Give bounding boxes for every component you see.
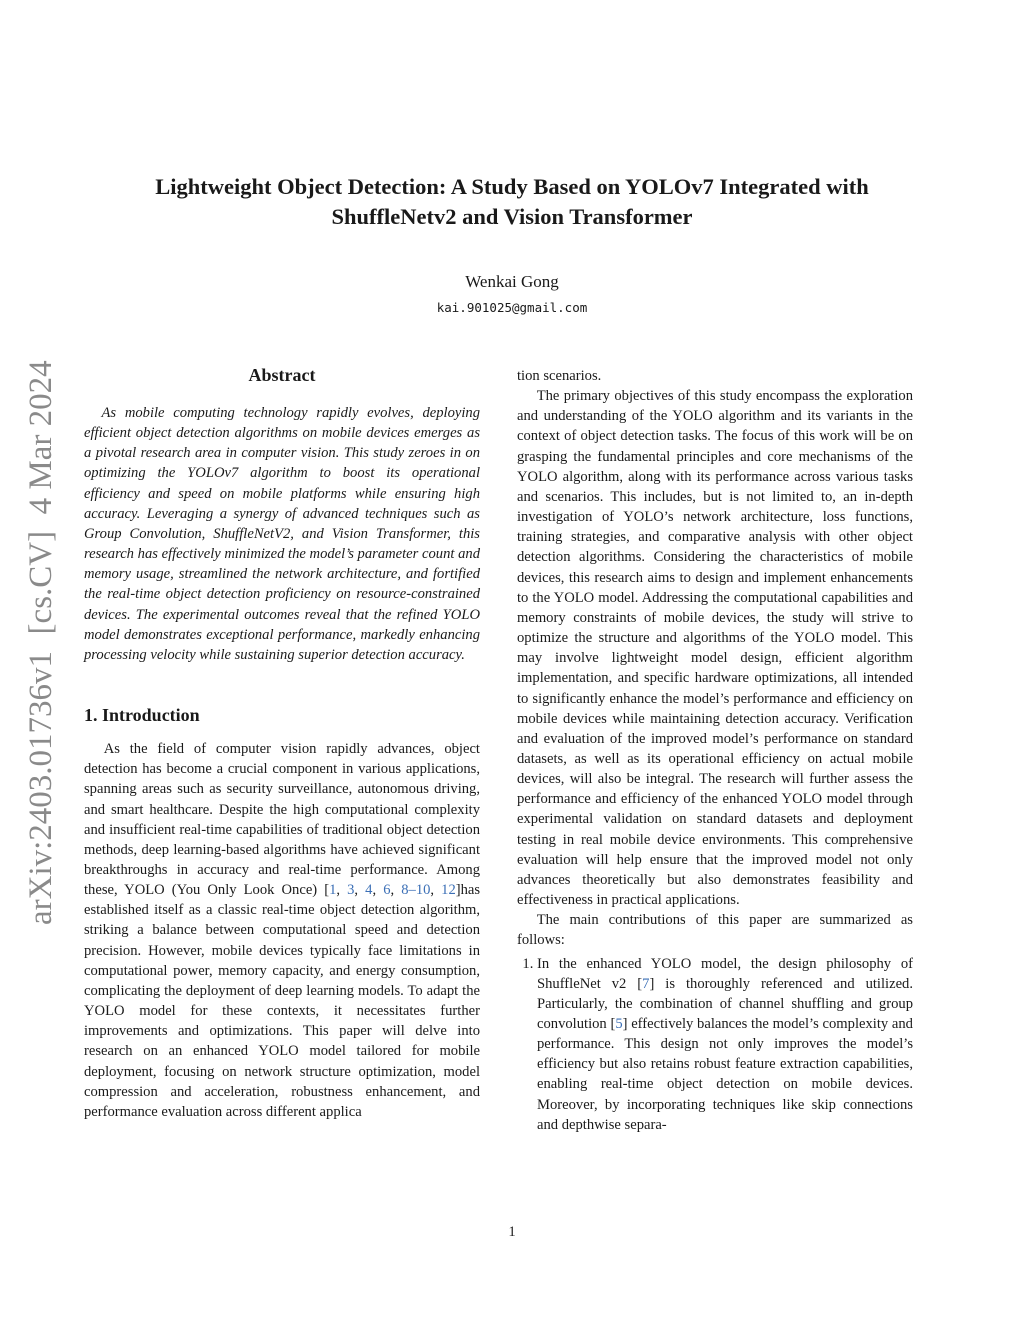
page-number: 1 [508,1224,516,1240]
contribution-item [537,954,913,1135]
introduction-heading: 1. Introduction [84,705,200,726]
intro-paragraph-3: The main contributions of this paper are summarized as follows: [517,912,913,949]
abstract-heading: Abstract [248,365,316,385]
intro-text-after-refs: ]has established itself as a classic real-time object detection algorithm, striking a balance between computational speed and detection precision. However, mobile devices typically face limitations in computational power, memory capacity, and energy consumption, complicating the deployment of deep learning models. To adapt the YOLO model for these contexts, it necessitates further improvements and optimizations. This paper will delve into research on an enhanced YOLO model tailored for mobile deployment, focusing on network structure optimization, model compression and acceleration, robustness enhancement, and performance evaluation across different applica [84,882,481,1120]
citation-link[interactable]: 4 [365,882,373,899]
author-email[interactable]: kai.901025@gmail.com [436,300,588,315]
citation-link[interactable]: 3 [347,882,355,899]
citation-link[interactable]: 5 [615,1016,623,1032]
title-line-1: Lightweight Object Detection: A Study Based on YOLOv7 Integrated with [155,174,869,199]
contributions-list [517,954,913,1135]
contribution-text: In the enhanced YOLO model, the design philosophy of ShuffleNet v2 [ [537,955,913,992]
intro-paragraph-1: As the field of computer vision rapidly advances, object detection has become a crucial component in various applications, spanning areas such as security surveillance, autonomous driving, and smart healthcare. Despite the high computational complexity and insufficient real-time capabilities of traditional object detection methods, deep learning-based algorithms have achieved significant breakthroughs in accuracy and real-time performance. Among these, YOLO (You Only Look Once) [1, 3, 4, 6, 8–10, 12]has established itself as a classic real-time object detection algorithm, striking a balance between computational speed and detection precision. However, mobile devices typically face limitations in computational power, memory capacity, and energy consumption, complicating the deployment of deep learning models. To adapt the YOLO model for these contexts, it necessitates further improvements and optimizations. This paper will delve into research on an enhanced YOLO model tailored for mobile deployment, focusing on network structure optimization, model compression and acceleration, robustness enhancement, and performance evaluation across different applica [84,741,481,1120]
title-line-2: ShuffleNetv2 and Vision Transformer [331,204,693,229]
arxiv-stamp: arXiv:2403.01736v1 [cs.CV] 4 Mar 2024 [23,360,59,925]
abstract-text: As mobile computing technology rapidly evolves, deploying efficient object detection algorithms on mobile devices emerges as a pivotal research area in computer vision. This study zeroes in on optimizing the YOLOv7 algorithm to boost its operational efficiency and speed on mobile platforms while ensuring high accuracy. Leveraging a synergy of advanced techniques such as Group Convolution, ShuffleNetV2, and Vision Transformer, this research has effectively minimized the model’s parameter count and memory usage, streamlined the network architecture, and fortified the real-time object detection proficiency on resource-constrained devices. The experimental outcomes reveal that the refined YOLO model demonstrates exceptional performance, markedly enhancing processing velocity while sustaining superior detection accuracy. [84,405,480,663]
intro-paragraph-1-continued: tion scenarios. [517,368,602,384]
right-column [517,366,913,1135]
intro-paragraph-2: The primary objectives of this study encompass the exploration and understanding of the YOLO algorithm and its variants in the context of object detection tasks. The focus of this work will be on grasping the fundamental principles and core mechanisms of the YOLO algorithm, along with its performance across various tasks and scenarios. This includes, but is not limited to, an in-depth investigation of YOLO’s network architecture, loss functions, training strategies, and comparative analysis with other object detection algorithms. Considering the characteristics of mobile devices, this research aims to design and implement enhancements to the YOLO model. Addressing the computational capabilities and memory constraints of mobile devices, the study will strive to optimize the structure and algorithms of the YOLO model. This may involve lightweight model design, efficient algorithm implementation, and specific hardware optimizations, all intended to significantly enhance the model’s performance and efficiency on mobile devices while maintaining detection accuracy. Verification and evaluation of the improved model’s performance on standard datasets, as well as its operational efficiency on actual mobile devices, will also be integral. The research will further assess the performance and efficiency of the enhanced YOLO model through experimental validation on standard datasets and deployment testing in real mobile device environments. This comprehensive evaluation will help ensure that the improved model not only advances theoretically but also demonstrates feasibility and effectiveness in practical applications. [517,388,913,909]
citation-link[interactable]: 6 [383,882,391,899]
citation-link[interactable]: 7 [642,975,650,992]
author-name: Wenkai Gong [465,272,559,291]
contribution-text: ] is thoroughly referenced and utilized. Particularly, the combination of channel shuffling and group convolution [ [537,975,913,1032]
citation-link[interactable]: 12 [441,882,456,899]
contribution-text: ] effectively balances the model’s complexity and performance. This design not only improves the model’s efficiency but also retains robust feature extraction capabilities, enabling real-time object detection on mobile devices. Moreover, by incorporating techniques like skip connections and depthwise separa- [537,1016,913,1133]
citation-link[interactable]: 8–10 [401,882,431,899]
left-column [84,363,480,1122]
paper-title [60,172,964,232]
intro-text-before-refs: As the field of computer vision rapidly advances, object detection has become a crucial component in various applications, spanning areas such as security surveillance, autonomous driving, and smart healthcare. Despite the high computational complexity and insufficient real-time capabilities of traditional object detection methods, deep learning-based algorithms have achieved significant breakthroughs in accuracy and real-time performance. Among these, YOLO (You Only Look Once) [ [84,741,480,899]
citation-link[interactable]: 1 [329,882,337,899]
